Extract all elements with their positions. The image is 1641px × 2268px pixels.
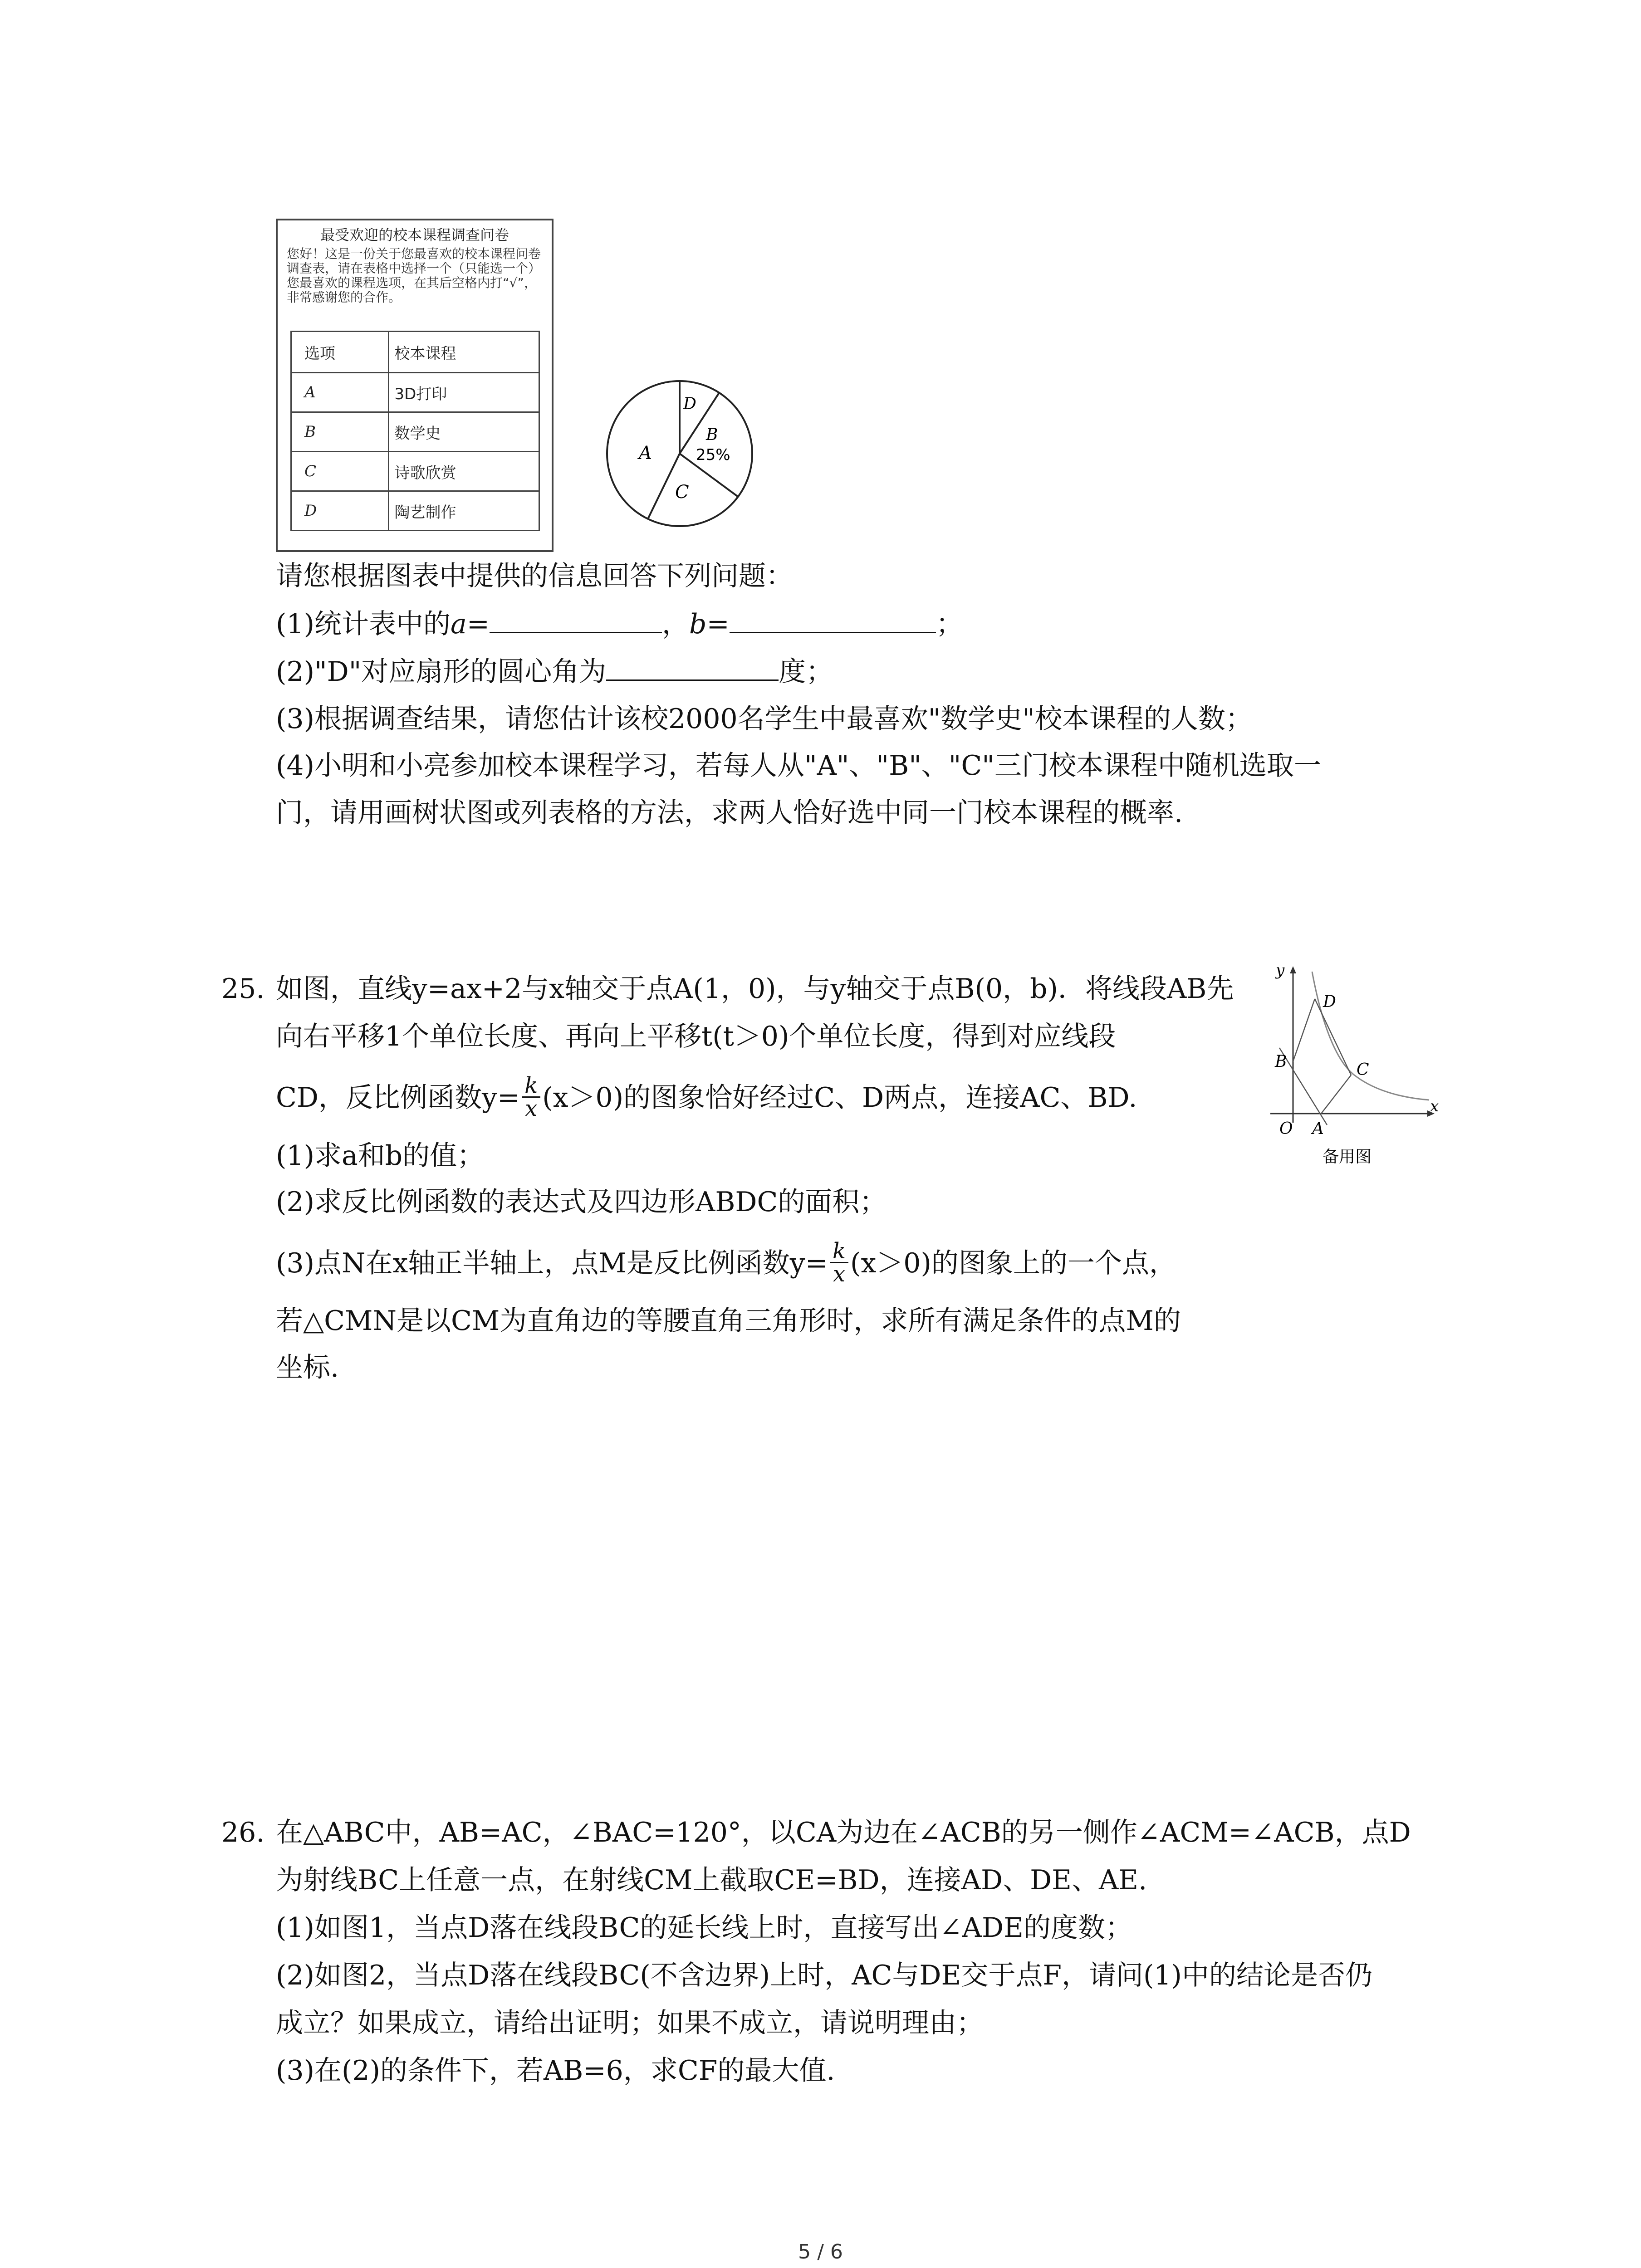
- q26-part2-line2: 成立？如果成立，请给出证明；如果不成立，请说明理由；: [276, 2007, 984, 2039]
- fig-label-origin: O: [1279, 1119, 1293, 1138]
- q25-number: 25.: [221, 973, 265, 1005]
- pie-label-b: B: [706, 425, 718, 444]
- survey-title: 最受欢迎的校本课程调查问卷: [320, 226, 509, 244]
- fig-label-a: A: [1312, 1119, 1324, 1138]
- pie-label-a: A: [639, 443, 652, 464]
- fraction-denominator: x: [833, 1261, 846, 1287]
- row-course: 诗歌欣赏: [388, 452, 539, 491]
- q24-part2-prefix: (2)"D"对应扇形的圆心角为: [276, 656, 607, 688]
- q24-part1-sep: ，: [662, 608, 690, 640]
- table-header-row: [291, 332, 539, 373]
- survey-table: [290, 331, 540, 531]
- fig-label-d: D: [1323, 992, 1336, 1011]
- header-option: 选项: [291, 332, 389, 373]
- q26-line2: 为射线BC上任意一点，在射线CM上截取CE=BD，连接AD、DE、AE.: [276, 1864, 1147, 1896]
- q25-part2: (2)求反比例函数的表达式及四边形ABDC的面积；: [276, 1186, 887, 1218]
- answer-blank-angle[interactable]: [606, 653, 779, 681]
- table-row: [291, 373, 539, 412]
- segment-bd: [1293, 999, 1315, 1061]
- pie-chart: [603, 376, 757, 531]
- fig-label-y: y: [1276, 962, 1285, 979]
- y-axis-arrow: [1290, 966, 1296, 973]
- q24-part3: (3)根据调查结果，请您估计该校2000名学生中最喜欢"数学史"校本课程的人数；: [276, 703, 1253, 735]
- table-row: [291, 452, 539, 491]
- q25-line1: 如图，直线y=ax+2与x轴交于点A(1，0)，与y轴交于点B(0，b)．将线段AB先: [276, 973, 1234, 1005]
- fraction-k-over-x: [830, 1240, 848, 1285]
- answer-blank-b[interactable]: [730, 606, 936, 633]
- q24-part4-line2: 门，请用画树状图或列表格的方法，求两人恰好选中同一门校本课程的概率.: [276, 797, 1183, 829]
- q25-line2: 向右平移1个单位长度、再向上平移t(t＞0)个单位长度，得到对应线段: [276, 1021, 1116, 1052]
- pie-label-d: D: [683, 395, 696, 413]
- q24-part1-end: ；: [936, 608, 963, 640]
- row-option: A: [291, 373, 389, 412]
- fraction-numerator: k: [830, 1240, 848, 1263]
- fraction-denominator: x: [525, 1096, 538, 1121]
- q25-reference-figure: [1261, 962, 1443, 1170]
- pie-label-b-percent: 25%: [696, 446, 730, 464]
- q25-part3-pre: (3)点N在x轴正半轴上，点M是反比例函数y=: [276, 1247, 828, 1280]
- row-course: 陶艺制作: [388, 491, 539, 531]
- fig-label-b: B: [1275, 1052, 1287, 1071]
- page-number: 5 / 6: [798, 2240, 843, 2263]
- survey-questionnaire: [276, 219, 554, 552]
- hyperbola-curve: [1312, 972, 1429, 1100]
- q24-part1: [276, 606, 963, 642]
- q26-part3: (3)在(2)的条件下，若AB=6，求CF的最大值.: [276, 2055, 835, 2087]
- q25-part3: [276, 1238, 1176, 1288]
- segment-ac: [1321, 1075, 1351, 1114]
- q25-line3-post: (x＞0)的图象恰好经过C、D两点，连接AC、BD.: [542, 1082, 1137, 1114]
- q24-part1-b-label: b=: [689, 608, 730, 640]
- q25-line3-pre: CD，反比例函数y=: [276, 1082, 520, 1114]
- answer-blank-a[interactable]: [490, 606, 662, 633]
- q24-part1-prefix: (1)统计表中的: [276, 608, 451, 640]
- fraction-k-over-x: [522, 1075, 540, 1119]
- q25-part3-line3: 坐标.: [276, 1352, 339, 1383]
- q24-prompt: 请您根据图表中提供的信息回答下列问题：: [276, 560, 793, 592]
- fig-label-x: x: [1430, 1097, 1439, 1115]
- fig-label-c: C: [1357, 1061, 1369, 1079]
- survey-intro: 您好！这是一份关于您最喜欢的校本课程问卷调查表，请在表格中选择一个（只能选一个）您最喜欢的课程选项，在其后空格内打“√”，非常感谢您的合作。: [287, 246, 541, 305]
- q25-part3-post: (x＞0)的图象上的一个点，: [850, 1247, 1176, 1280]
- row-course: 3D打印: [388, 373, 539, 412]
- q25-line3: [276, 1073, 1137, 1122]
- q24-part2-suffix: 度；: [779, 656, 833, 688]
- fig-caption: 备用图: [1323, 1148, 1372, 1166]
- header-course: 校本课程: [388, 332, 539, 373]
- q24-part1-a-label: a=: [451, 608, 490, 640]
- fraction-numerator: k: [522, 1075, 540, 1098]
- q24-part2: [276, 653, 833, 690]
- q25-part3-line2: 若△CMN是以CM为直角边的等腰直角三角形时，求所有满足条件的点M的: [276, 1305, 1181, 1337]
- row-option: C: [291, 452, 389, 491]
- table-row: [291, 491, 539, 531]
- q26-part2-line1: (2)如图2，当点D落在线段BC(不含边界)上时，AC与DE交于点F，请问(1)中的结论是否仍: [276, 1960, 1372, 1991]
- row-course: 数学史: [388, 412, 539, 452]
- q26-part1: (1)如图1，当点D落在线段BC的延长线上时，直接写出∠ADE的度数；: [276, 1912, 1132, 1944]
- q25-part1: (1)求a和b的值；: [276, 1140, 485, 1172]
- row-option: B: [291, 412, 389, 452]
- q26-number: 26.: [221, 1817, 265, 1848]
- row-option: D: [291, 491, 389, 531]
- table-row: [291, 412, 539, 452]
- q26-line1: 在△ABC中，AB=AC，∠BAC=120°，以CA为边在∠ACB的另一侧作∠ACM=∠ACB，点D: [276, 1817, 1411, 1848]
- pie-label-c: C: [675, 482, 689, 503]
- q24-part4-line1: (4)小明和小亮参加校本课程学习，若每人从"A"、"B"、"C"三门校本课程中随机选取一: [276, 750, 1321, 782]
